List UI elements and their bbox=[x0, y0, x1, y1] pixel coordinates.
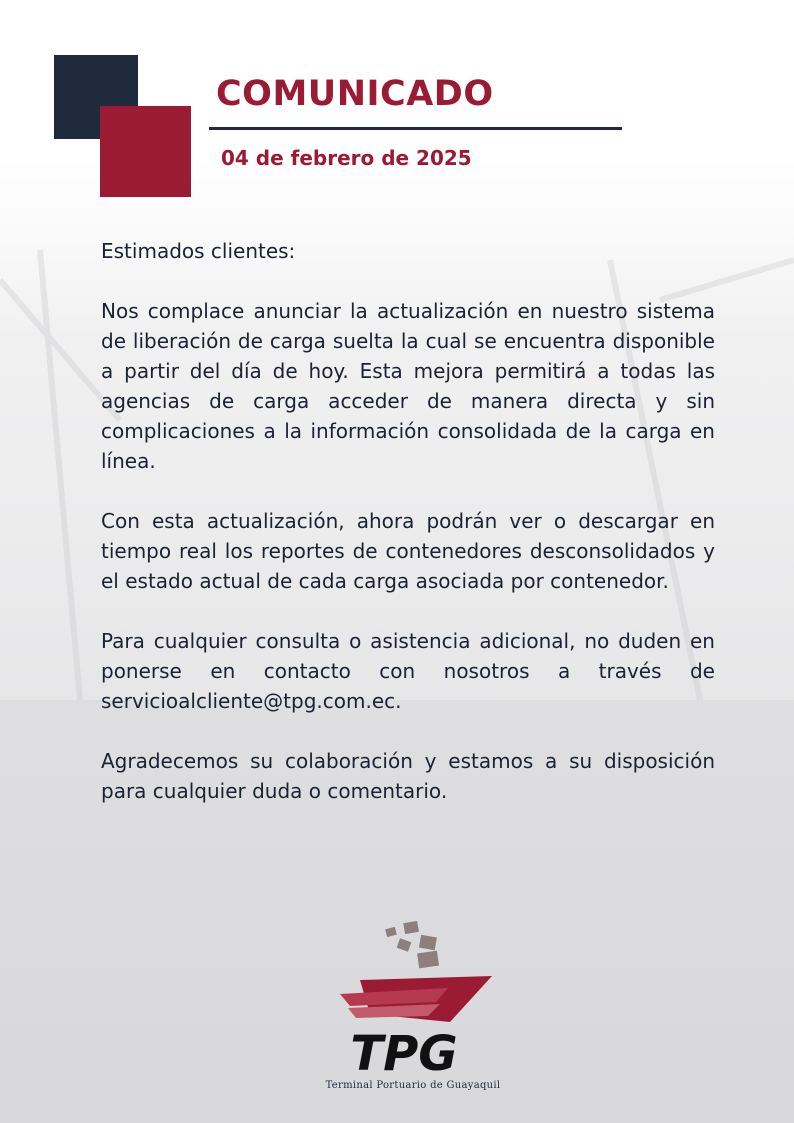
page-title: COMUNICADO bbox=[216, 74, 494, 114]
paragraph-features: Con esta actualización, ahora podrán ver o descargar en tiempo real los reportes de contenedores desconsolidados y el estado actual de cada carga asociada por contenedor. bbox=[101, 509, 715, 593]
greeting: Estimados clientes: bbox=[101, 239, 296, 263]
logo-swoosh-icon bbox=[340, 976, 492, 1022]
letter-body bbox=[101, 236, 715, 836]
document-date: 04 de febrero de 2025 bbox=[221, 146, 472, 170]
logo-wordmark: TPG bbox=[350, 1026, 458, 1082]
logo-tagline: Terminal Portuario de Guayaquil bbox=[325, 1080, 501, 1091]
logo-boxes-icon bbox=[385, 921, 439, 968]
tpg-logo bbox=[300, 918, 510, 1098]
title-underline bbox=[209, 127, 622, 130]
decorative-square-red bbox=[100, 106, 191, 197]
paragraph-closing: Agradecemos su colaboración y estamos a su disposición para cualquier duda o comentario. bbox=[101, 749, 715, 803]
paragraph-announcement: Nos complace anunciar la actualización en nuestro sistema de liberación de carga suelta la cual se encuentra disponible a partir del día de hoy. Esta mejora permitirá a todas las agencias de carga acceder de manera directa y sin complicaciones a la información consolidada de la carga en línea. bbox=[101, 299, 715, 473]
paragraph-contact: Para cualquier consulta o asistencia adicional, no duden en ponerse en contacto con nosotros a través de servicioalcliente@tpg.com.ec. bbox=[101, 629, 715, 713]
